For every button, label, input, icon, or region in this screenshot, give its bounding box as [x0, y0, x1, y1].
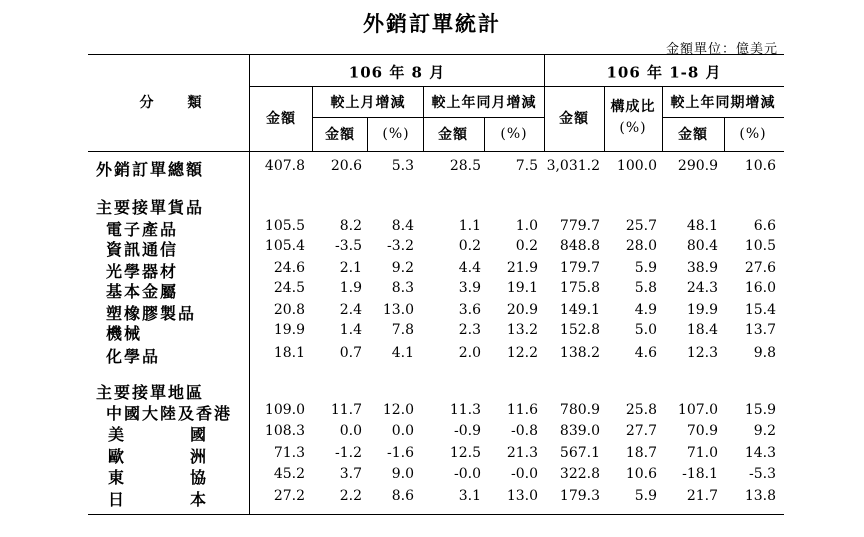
table-cell: 9.2 — [391, 260, 414, 276]
table-cell: 19.9 — [686, 302, 718, 318]
row-label: 中國大陸及香港 — [106, 404, 233, 423]
table-cell: -3.5 — [335, 238, 362, 254]
table-cell: 16.0 — [744, 280, 776, 296]
table-cell: 780.9 — [559, 402, 600, 418]
table-cell: 13.7 — [744, 322, 776, 338]
table-cell: 21.7 — [686, 488, 718, 504]
table-cell: -0.9 — [454, 423, 481, 439]
table-cell: 20.6 — [330, 158, 362, 174]
table-cell: 152.8 — [559, 322, 600, 338]
table-cell: 80.4 — [686, 238, 718, 254]
table-cell: 1.4 — [339, 322, 362, 338]
table-cell: 8.4 — [391, 218, 414, 234]
table-cell: -1.6 — [387, 445, 414, 461]
table-cell: 9.8 — [753, 345, 776, 361]
table-cell: 10.6 — [744, 158, 776, 174]
table-cell: -0.8 — [511, 423, 538, 439]
row-label: 基本金屬 — [106, 282, 179, 301]
table-cell: 28.5 — [449, 158, 481, 174]
rule-period — [250, 86, 784, 87]
table-cell: 290.9 — [677, 158, 718, 174]
row-label-char: 日 — [108, 490, 127, 509]
table-cell: 8.2 — [339, 218, 362, 234]
table-cell: 108.3 — [264, 423, 305, 439]
table-cell: 0.2 — [458, 238, 481, 254]
header-yoy-month: 較上年同月增減 — [431, 95, 537, 111]
table-cell: 5.0 — [634, 322, 657, 338]
table-cell: 20.8 — [273, 302, 305, 318]
table-cell: 4.9 — [634, 302, 657, 318]
table-cell: 109.0 — [264, 402, 305, 418]
table-cell: 11.7 — [330, 402, 362, 418]
rule-sub-right — [662, 117, 784, 118]
row-label-char: 本 — [189, 490, 208, 509]
table-cell: 70.9 — [686, 423, 718, 439]
table-cell: 5.9 — [634, 260, 657, 276]
section-heading: 主要接單地區 — [96, 383, 205, 402]
table-cell: 14.3 — [744, 445, 776, 461]
table-cell: 13.8 — [744, 488, 776, 504]
table-cell: 4.1 — [391, 345, 414, 361]
table-cell: 20.9 — [506, 302, 538, 318]
table-cell: 25.8 — [625, 402, 657, 418]
table-cell: 4.6 — [634, 345, 657, 361]
row-label-char: 歐 — [108, 447, 127, 466]
rule-period-split — [544, 54, 545, 151]
header-yoyy-amount: 金額 — [678, 127, 708, 143]
table-cell: -3.2 — [387, 238, 414, 254]
table-cell: 6.6 — [753, 218, 776, 234]
row-label-char: 美 — [108, 425, 127, 444]
rule-v2 — [423, 86, 424, 151]
table-cell: 10.6 — [625, 466, 657, 482]
table-cell: 100.0 — [616, 158, 657, 174]
table-cell: -0.0 — [511, 466, 538, 482]
unit-note: 金額單位：億美元 — [665, 42, 778, 57]
table-cell: 0.7 — [339, 345, 362, 361]
table-cell: 48.1 — [686, 218, 718, 234]
table-cell: 5.3 — [391, 158, 414, 174]
table-cell: 1.0 — [515, 218, 538, 234]
table-cell: 13.0 — [506, 488, 538, 504]
table-cell: 7.8 — [391, 322, 414, 338]
table-cell: 18.4 — [686, 322, 718, 338]
table-cell: 105.4 — [264, 238, 305, 254]
table-cell: 25.7 — [625, 218, 657, 234]
header-category-1: 分 — [139, 95, 155, 111]
table-cell: 19.1 — [506, 280, 538, 296]
table-cell: 9.0 — [391, 466, 414, 482]
table-cell: -18.1 — [682, 466, 718, 482]
header-amount-ytd: 金額 — [559, 111, 589, 127]
rule-v6 — [484, 117, 485, 151]
header-mom-amount: 金額 — [325, 127, 355, 143]
table-cell: 105.5 — [264, 218, 305, 234]
header-category-2: 類 — [187, 95, 203, 111]
table-cell: 407.8 — [264, 158, 305, 174]
table-cell: 18.1 — [273, 345, 305, 361]
table-cell: 3.6 — [458, 302, 481, 318]
table-cell: -1.2 — [335, 445, 362, 461]
rule-label-col — [249, 54, 250, 514]
table-cell: 24.6 — [273, 260, 305, 276]
table-cell: -5.3 — [749, 466, 776, 482]
table-cell: 28.0 — [625, 238, 657, 254]
table-cell: 71.3 — [273, 445, 305, 461]
table-cell: 9.2 — [753, 423, 776, 439]
row-label-char: 東 — [108, 468, 127, 487]
header-yoym-amount: 金額 — [438, 127, 468, 143]
rule-sub-left — [312, 117, 544, 118]
table-cell: 779.7 — [559, 218, 600, 234]
table-cell: 3.9 — [458, 280, 481, 296]
table-cell: 7.5 — [515, 158, 538, 174]
table-cell: 13.0 — [382, 302, 414, 318]
table-cell: 0.2 — [515, 238, 538, 254]
table-cell: 1.9 — [339, 280, 362, 296]
table-cell: 839.0 — [559, 423, 600, 439]
table-cell: 2.2 — [339, 488, 362, 504]
header-yoym-pct: (%) — [500, 126, 528, 142]
row-label: 化學品 — [106, 347, 161, 366]
row-label — [108, 444, 208, 467]
table-cell: 848.8 — [559, 238, 600, 254]
header-yoy-ytd: 較上年同期增減 — [670, 95, 776, 111]
table-cell: 12.3 — [686, 345, 718, 361]
table-cell: 15.4 — [744, 302, 776, 318]
table-cell: 27.2 — [273, 488, 305, 504]
table-cell: 38.9 — [686, 260, 718, 276]
table-cell: 10.5 — [744, 238, 776, 254]
header-amount-month: 金額 — [266, 111, 296, 127]
header-mom: 較上月增減 — [330, 95, 406, 111]
table-cell: 1.1 — [458, 218, 481, 234]
row-label-char: 協 — [189, 468, 208, 487]
table-cell: 5.8 — [634, 280, 657, 296]
rule-bottom — [88, 514, 784, 515]
table-cell: 2.1 — [339, 260, 362, 276]
table-cell: 21.3 — [506, 445, 538, 461]
table-cell: 11.6 — [506, 402, 538, 418]
table-cell: 12.0 — [382, 402, 414, 418]
table-cell: 8.3 — [391, 280, 414, 296]
table-cell: 107.0 — [677, 402, 718, 418]
table-cell: 2.4 — [339, 302, 362, 318]
table-cell: 5.9 — [634, 488, 657, 504]
row-label — [108, 465, 208, 488]
header-period-ytd: 106 年 1-8 月 — [606, 63, 722, 82]
rule-v5 — [367, 117, 368, 151]
table-cell: 175.8 — [559, 280, 600, 296]
row-label — [108, 487, 208, 510]
rule-v4 — [662, 86, 663, 151]
table-cell: 3.1 — [458, 488, 481, 504]
table-cell: 4.4 — [458, 260, 481, 276]
row-label: 光學器材 — [106, 262, 179, 281]
row-label: 外銷訂單總額 — [96, 160, 205, 179]
row-label-char: 洲 — [189, 447, 208, 466]
header-mom-pct: (%) — [382, 126, 410, 142]
table-cell: 12.2 — [506, 345, 538, 361]
table-cell: 179.3 — [559, 488, 600, 504]
rule-header-bottom — [88, 151, 784, 152]
table-cell: 11.3 — [449, 402, 481, 418]
row-label: 資訊通信 — [106, 240, 179, 259]
rule-v1 — [312, 86, 313, 151]
table-cell: 179.7 — [559, 260, 600, 276]
table-cell: 24.5 — [273, 280, 305, 296]
row-label: 電子產品 — [106, 220, 179, 239]
row-label: 塑橡膠製品 — [106, 304, 197, 323]
table-cell: 3.7 — [339, 466, 362, 482]
row-label-char: 國 — [189, 425, 208, 444]
table-cell: -0.0 — [454, 466, 481, 482]
rule-v7 — [724, 117, 725, 151]
section-heading: 主要接單貨品 — [96, 198, 205, 217]
rule-top — [88, 54, 784, 55]
table-cell: 138.2 — [559, 345, 600, 361]
table-cell: 27.7 — [625, 423, 657, 439]
table-cell: 12.5 — [449, 445, 481, 461]
table-cell: 21.9 — [506, 260, 538, 276]
table-cell: 15.9 — [744, 402, 776, 418]
table-cell: 24.3 — [686, 280, 718, 296]
table-cell: 2.3 — [458, 322, 481, 338]
table-cell: 27.6 — [744, 260, 776, 276]
table-cell: 13.2 — [506, 322, 538, 338]
table-cell: 19.9 — [273, 322, 305, 338]
header-share-pct: (%) — [619, 120, 647, 136]
table-cell: 3,031.2 — [546, 158, 600, 174]
table-cell: 0.0 — [391, 423, 414, 439]
table-cell: 0.0 — [339, 423, 362, 439]
table-cell: 71.0 — [686, 445, 718, 461]
header-yoyy-pct: (%) — [739, 126, 767, 142]
table-cell: 322.8 — [559, 466, 600, 482]
rule-v3 — [604, 86, 605, 151]
table-title: 外銷訂單統計 — [363, 11, 501, 36]
table-cell: 45.2 — [273, 466, 305, 482]
header-share: 構成比 — [610, 99, 656, 115]
header-period-month: 106 年 8 月 — [348, 63, 446, 82]
table-cell: 2.0 — [458, 345, 481, 361]
row-label: 機械 — [106, 324, 143, 343]
table-cell: 567.1 — [559, 445, 600, 461]
table-cell: 18.7 — [625, 445, 657, 461]
row-label — [108, 422, 208, 445]
table-cell: 149.1 — [559, 302, 600, 318]
table-cell: 8.6 — [391, 488, 414, 504]
